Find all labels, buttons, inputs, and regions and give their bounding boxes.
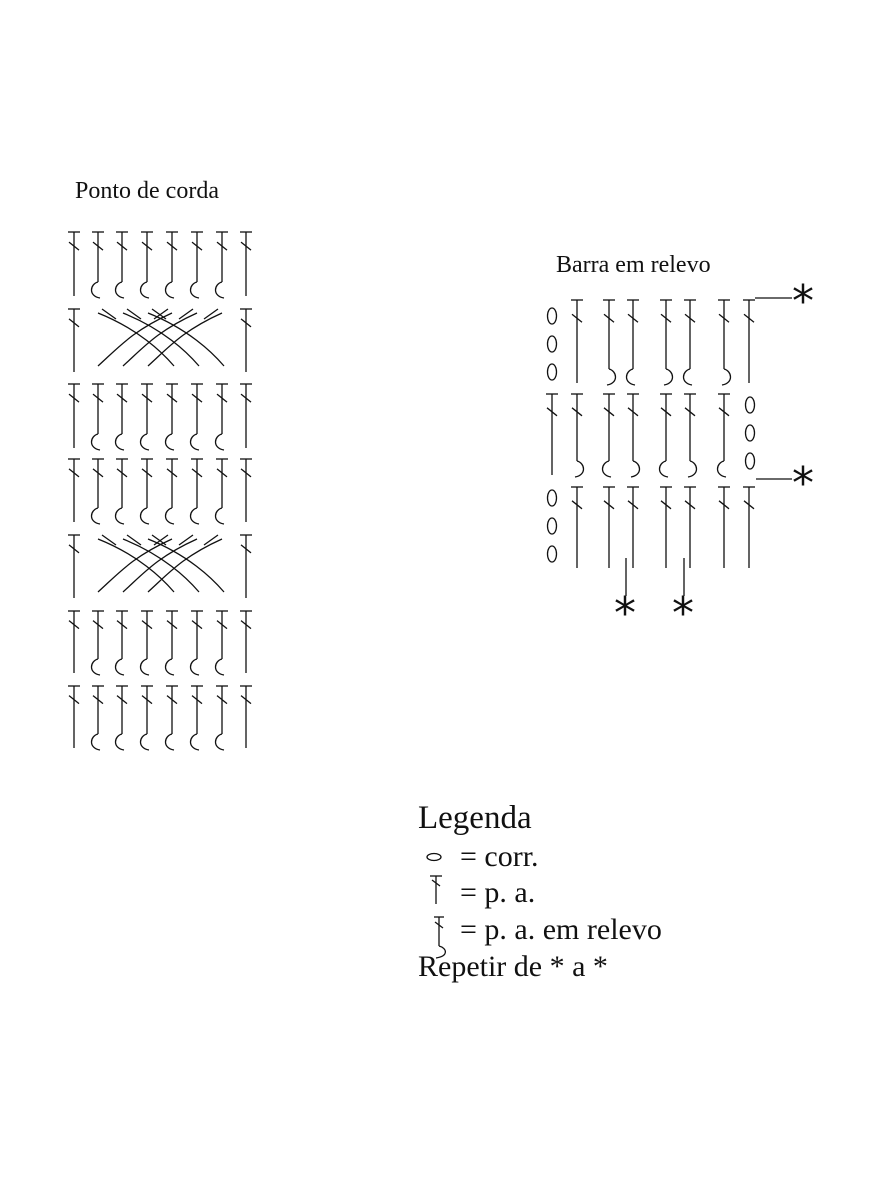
double-crochet-symbol <box>68 384 80 448</box>
barra-em-relevo-title: Barra em relevo <box>556 252 711 278</box>
post-stitch-symbol <box>216 459 229 524</box>
post-stitch-symbol <box>166 459 179 524</box>
double-crochet-symbol <box>68 232 80 296</box>
post-stitch-symbol <box>191 611 204 675</box>
double-crochet-symbol <box>603 487 615 568</box>
post-stitch-symbol <box>216 611 229 675</box>
legend-item-post-stitch: = p. a. em relevo <box>460 913 662 946</box>
chain-symbol <box>746 397 755 413</box>
post-stitch-symbol <box>216 686 229 750</box>
post-stitch-symbol <box>92 686 105 750</box>
legend-repeat-text: Repetir de * a * <box>418 950 608 983</box>
double-crochet-symbol <box>743 487 755 568</box>
post-stitch-symbol <box>191 384 204 450</box>
post-stitch-symbol <box>191 232 204 298</box>
post-stitch-symbol <box>718 394 731 477</box>
chain-symbol <box>746 425 755 441</box>
cable-cross-symbol <box>98 535 224 592</box>
double-crochet-symbol <box>571 300 583 383</box>
double-crochet-symbol <box>546 394 558 475</box>
post-stitch-symbol <box>627 300 640 385</box>
cable-cross-symbol <box>98 309 224 366</box>
repeat-marker-star: * <box>614 588 636 639</box>
post-stitch-symbol <box>141 459 154 524</box>
double-crochet-symbol <box>240 384 252 448</box>
ponto-de-corda-chart <box>68 232 252 750</box>
post-stitch-symbol <box>571 394 584 477</box>
double-crochet-symbol <box>240 611 252 673</box>
post-stitch-symbol <box>141 686 154 750</box>
double-crochet-symbol <box>240 535 252 598</box>
double-crochet-symbol <box>684 487 696 568</box>
double-crochet-symbol <box>718 487 730 568</box>
post-stitch-symbol <box>92 611 105 675</box>
post-stitch-symbol <box>141 232 154 298</box>
chain-symbol <box>548 518 557 534</box>
chain-symbol <box>548 546 557 562</box>
legend-item-double-crochet: = p. a. <box>460 876 536 909</box>
chain-symbol <box>548 364 557 380</box>
post-stitch-symbol <box>92 459 105 524</box>
post-stitch-symbol <box>191 459 204 524</box>
double-crochet-symbol <box>743 300 755 383</box>
post-stitch-symbol <box>191 686 204 750</box>
chain-icon <box>427 854 441 861</box>
post-stitch-symbol <box>166 384 179 450</box>
post-stitch-symbol <box>116 611 129 675</box>
post-stitch-symbol <box>660 394 673 477</box>
double-crochet-symbol <box>627 487 639 568</box>
post-stitch-symbol <box>116 384 129 450</box>
double-crochet-symbol <box>68 686 80 748</box>
legend-title: Legenda <box>418 800 532 836</box>
double-crochet-symbol <box>240 309 252 372</box>
post-stitch-symbol <box>216 384 229 450</box>
legend-item-chain: = corr. <box>460 840 539 873</box>
post-stitch-symbol <box>166 611 179 675</box>
post-stitch-symbol <box>603 394 616 477</box>
post-stitch-symbol <box>166 232 179 298</box>
post-stitch-symbol <box>141 384 154 450</box>
post-stitch-symbol <box>116 459 129 524</box>
post-stitch-symbol <box>684 300 697 385</box>
post-stitch-symbol <box>166 686 179 750</box>
post-stitch-symbol <box>92 384 105 450</box>
repeat-marker-star: * <box>792 276 814 327</box>
double-crochet-symbol <box>68 309 80 372</box>
double-crochet-icon <box>430 876 442 904</box>
double-crochet-symbol <box>240 459 252 522</box>
double-crochet-symbol <box>68 459 80 522</box>
double-crochet-symbol <box>240 232 252 296</box>
double-crochet-symbol <box>660 487 672 568</box>
post-stitch-symbol <box>116 686 129 750</box>
repeat-marker-star: * <box>792 458 814 509</box>
double-crochet-symbol <box>571 487 583 568</box>
barra-em-relevo-chart <box>546 298 792 596</box>
post-stitch-symbol <box>92 232 105 298</box>
double-crochet-symbol <box>240 686 252 748</box>
post-stitch-symbol <box>684 394 697 477</box>
post-stitch-symbol <box>116 232 129 298</box>
chain-symbol <box>548 336 557 352</box>
post-stitch-symbol <box>718 300 731 385</box>
double-crochet-symbol <box>68 535 80 598</box>
legend-icons <box>427 854 445 959</box>
post-stitch-symbol <box>603 300 616 385</box>
post-stitch-symbol <box>660 300 673 385</box>
chain-symbol <box>548 308 557 324</box>
double-crochet-symbol <box>68 611 80 673</box>
chain-symbol <box>548 490 557 506</box>
post-stitch-symbol <box>141 611 154 675</box>
post-stitch-symbol <box>627 394 640 477</box>
post-stitch-symbol <box>216 232 229 298</box>
repeat-marker-star: * <box>672 588 694 639</box>
ponto-de-corda-title: Ponto de corda <box>75 178 219 204</box>
chain-symbol <box>746 453 755 469</box>
